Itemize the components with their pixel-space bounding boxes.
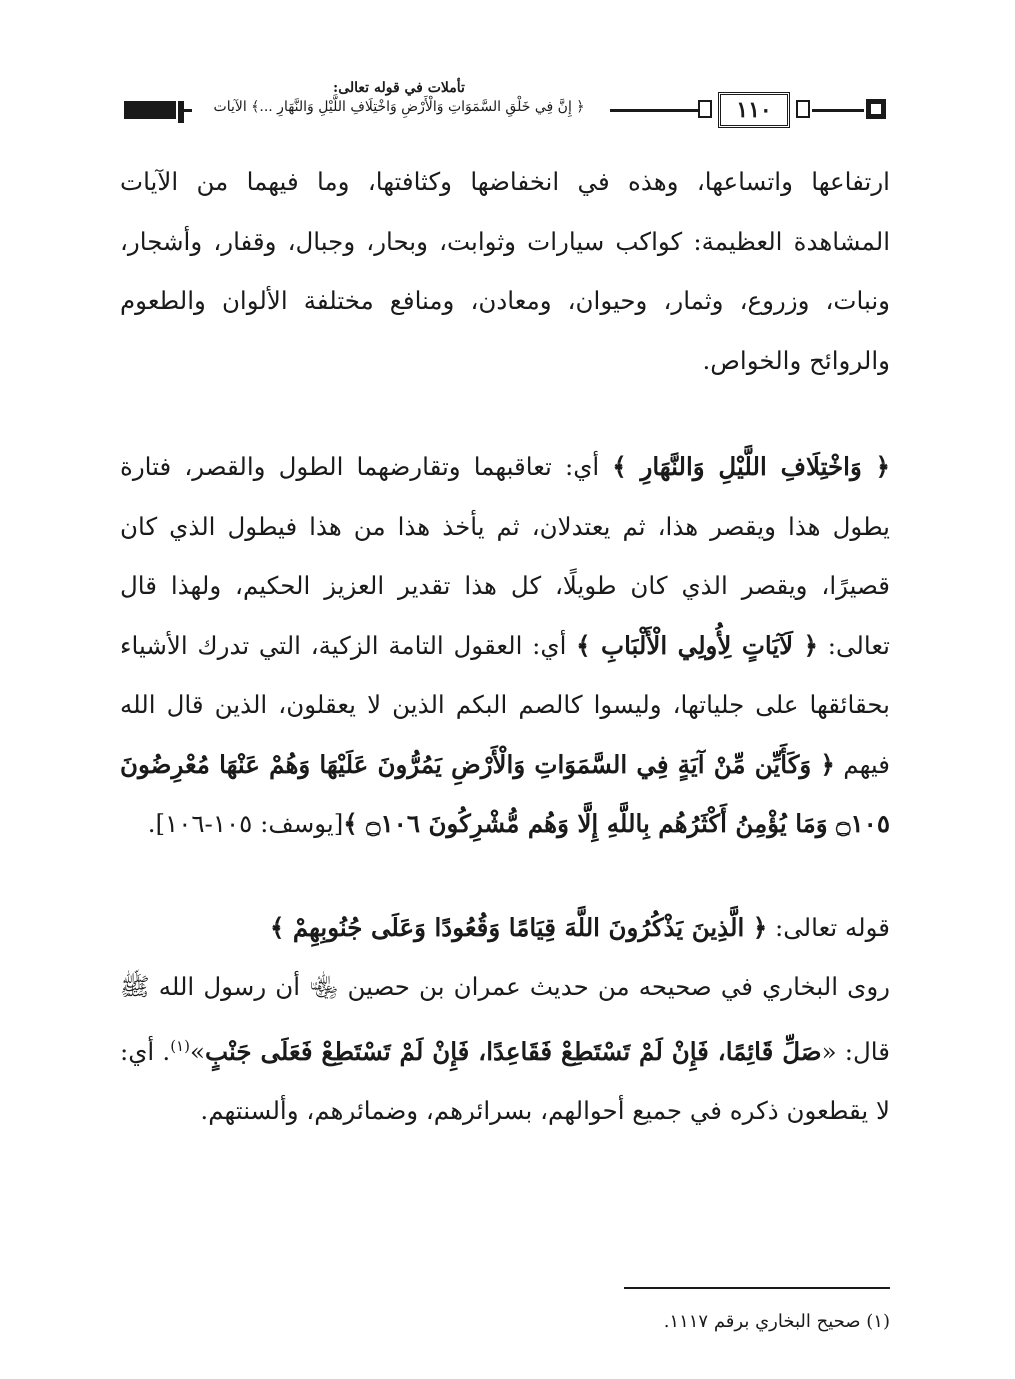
body-text: » [189, 1036, 205, 1066]
page-body [120, 152, 890, 1141]
body-text: أي: العقول التامة الزكية، التي تدرك الأشياء بحقائقها على جلياتها، وليسوا كالصم البكم الذين لا يعقلون، الذين قال الله فيهم [120, 630, 890, 779]
footnote-separator [624, 1287, 890, 1289]
header-ornament-frame [698, 100, 712, 118]
paragraph-spacer [120, 390, 890, 437]
header-rule [184, 109, 192, 112]
footnote-marker[interactable]: (١) [170, 1036, 190, 1055]
quran-verse: ﴿ الَّذِينَ يَذْكُرُونَ اللَّهَ قِيَامًا وَقُعُودًا وَعَلَى جُنُوبِهِمْ ﴾ [269, 912, 768, 942]
header-rule [812, 109, 864, 112]
paragraph-heavens-earth: ارتفاعها واتساعها، وهذه في انخفاضها وكثافتها، وما فيهما من الآيات المشاهدة العظيمة: كواكب سيارات وثوابت، وبحار، وجبال، وقفار، وأشجار، ونبات، وزروع، وثمار، وحيوان، ومعادن، ومنافع مختلفة الألوان والطعوم والروائح والخواص. [120, 167, 890, 375]
quran-verse: ﴿ لَآيَاتٍ لِأُولِي الْأَلْبَابِ ﴾ [576, 630, 818, 660]
verse-reference: [يوسف: ١٠٥-١٠٦]. [147, 809, 344, 838]
quran-verse: ﴿ وَاخْتِلَافِ اللَّيْلِ وَالنَّهَارِ ﴾ [612, 452, 890, 481]
hadith-text: صَلِّ قَائِمًا، فَإِنْ لَمْ تَسْتَطِعْ فَقَاعِدًا، فَإِنْ لَمْ تَسْتَطِعْ فَعَلَى جَنْبٍ [204, 1036, 822, 1066]
paragraph-remembrance [120, 898, 890, 1141]
footnote: (١) صحيح البخاري برقم ١١١٧. [663, 1311, 890, 1332]
header-ornament-frame [796, 100, 810, 118]
body-text: . أي: لا يقطعون ذكره في جميع أحوالهم، بسرائرهم، وضمائرهم، وألسنتهم. [120, 1036, 890, 1126]
paragraph-spacer [120, 854, 890, 898]
header-ornament-post [178, 101, 184, 123]
header-ornament-square [866, 99, 886, 119]
running-head-title: ﴿ إِنَّ فِي خَلْقِ السَّمَوَاتِ وَالْأَرْضِ وَاخْتِلَافِ اللَّيْلِ وَالنَّهَارِ ...﴾ الآيات [213, 99, 585, 115]
body-text: أي: تعاقبهما وتقارضهما الطول والقصر، فتارة يطول هذا ويقصر هذا، ثم يعتدلان، ثم يأخذ هذا من هذا فيطول الذي كان قصيرًا، ويقصر الذي كان طويلًا، كل هذا تقدير العزيز الحكيم، ولهذا قال تعالى: [120, 452, 890, 660]
running-head-subtitle: تأملات في قوله تعالى: [333, 80, 465, 96]
page-header [118, 78, 894, 138]
body-text: قوله تعالى: [767, 912, 890, 942]
quran-verse: ﴿ وَكَأَيِّن مِّنْ آيَةٍ فِي السَّمَوَاتِ وَالْأَرْضِ يَمُرُّونَ عَلَيْهَا وَهُمْ عَنْهَا مُعْرِضُونَ ۝١٠٥ وَمَا يُؤْمِنُ أَكْثَرُهُم بِاللَّهِ إِلَّا وَهُم مُّشْرِكُونَ ۝١٠٦ ﴾ [120, 749, 890, 838]
header-rule [610, 109, 698, 112]
header-ornament-bar [124, 101, 176, 119]
page-number: ١١٠ [718, 92, 790, 128]
body-text: روى البخاري في صحيحه من حديث عمران بن حصين ﵄ أن رسول الله ﷺ قال: « [120, 972, 890, 1066]
paragraph-night-day [120, 437, 890, 854]
